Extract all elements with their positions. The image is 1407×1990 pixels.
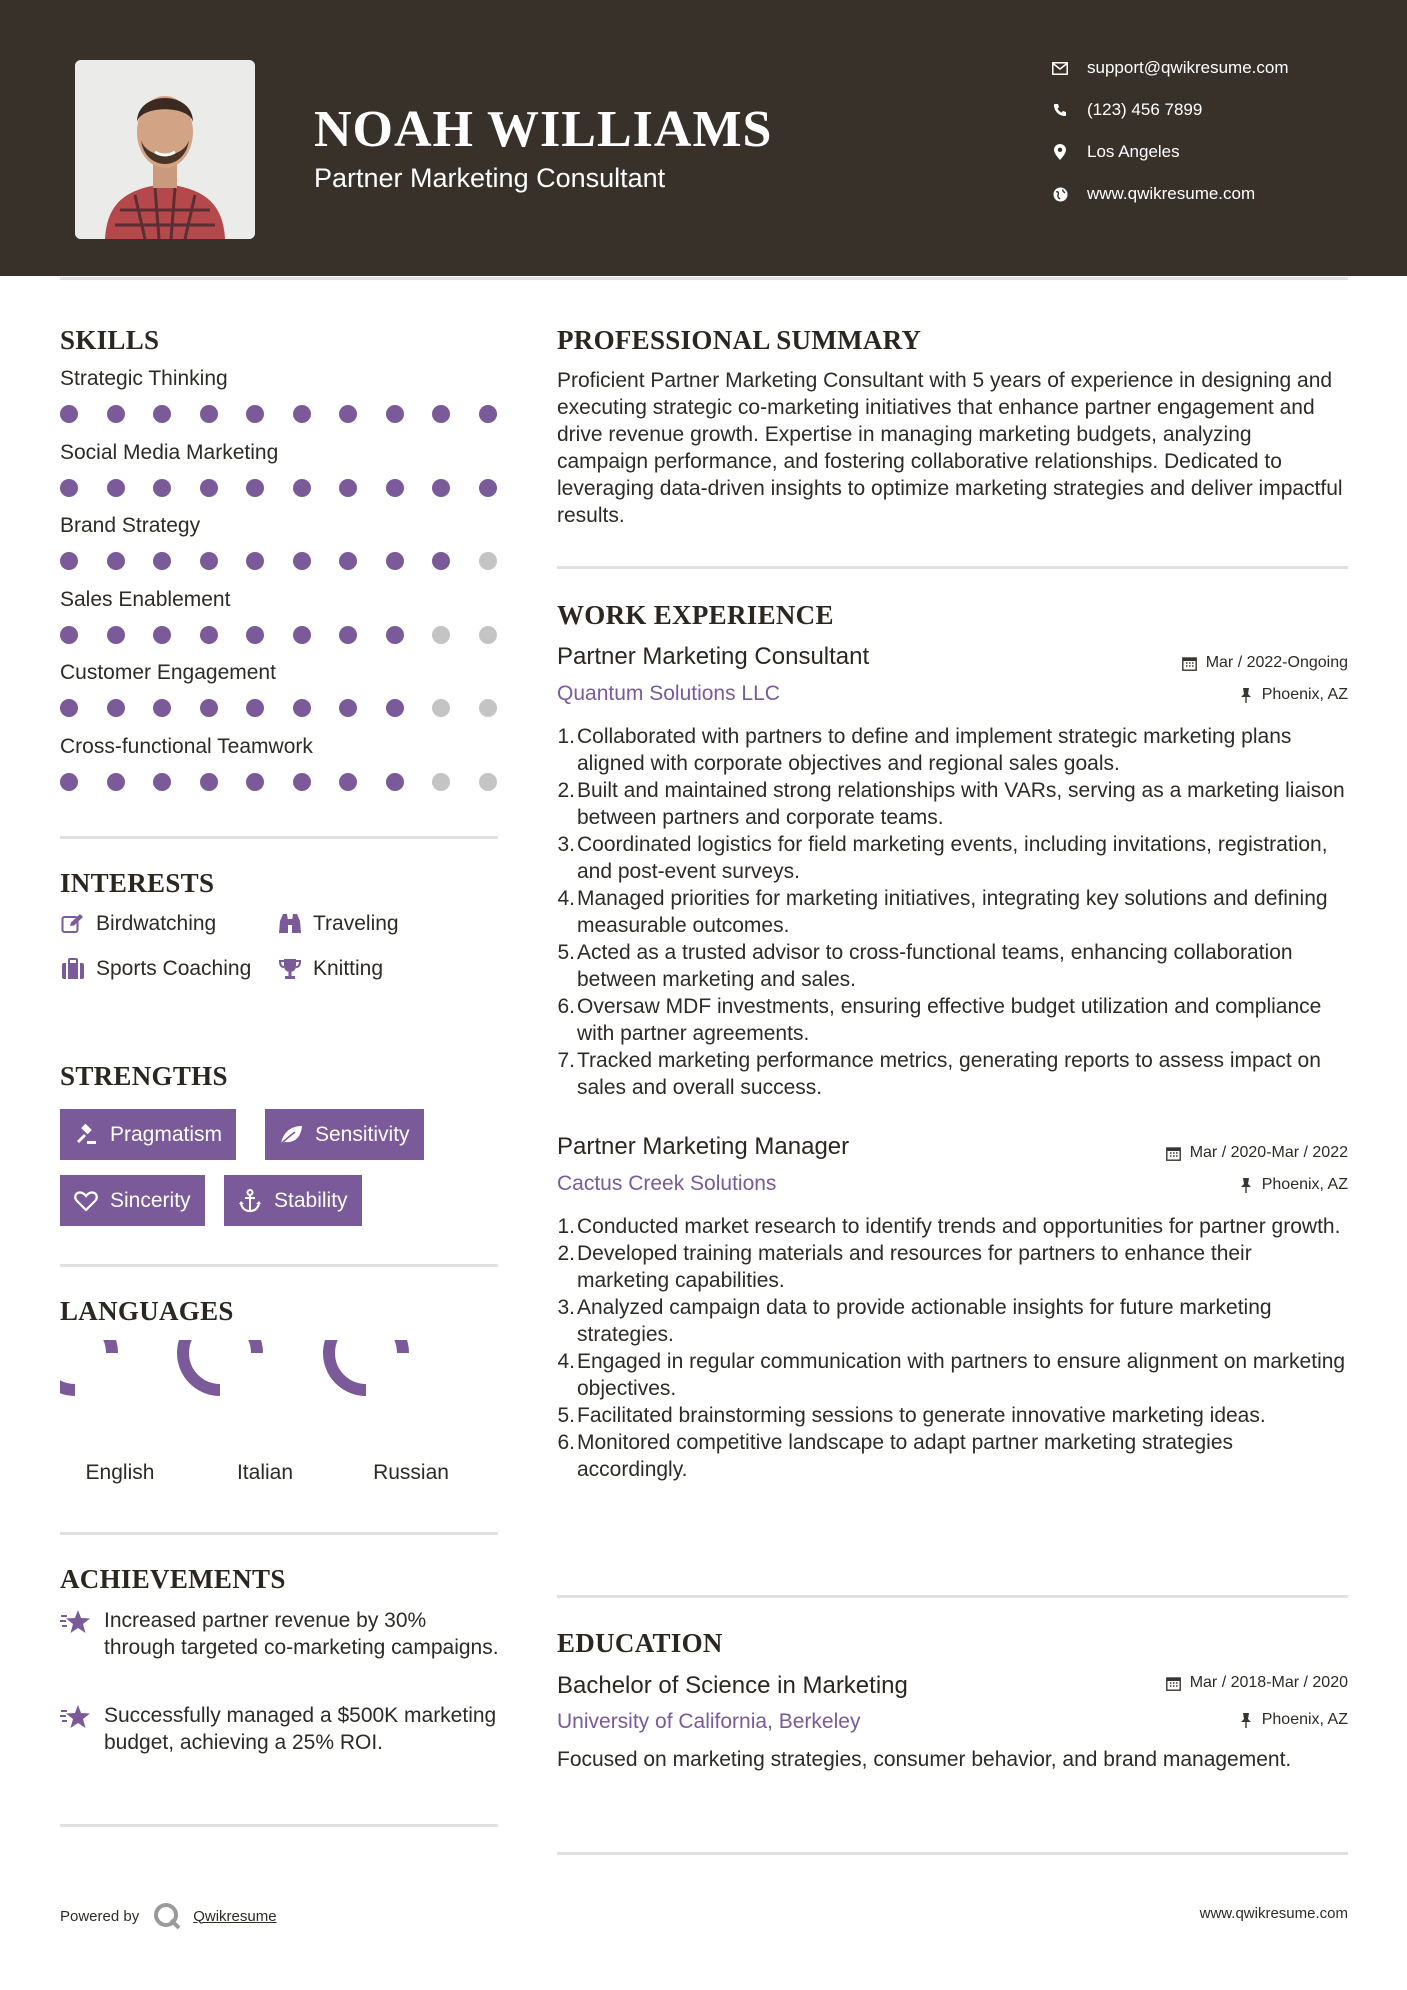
responsibility-item [557, 1047, 1347, 1101]
footer-url[interactable]: www.qwikresume.com [1199, 1905, 1348, 1922]
rating-dot-empty [479, 626, 497, 644]
responsibility-text: Conducted market research to identify trends and opportunities for partner growth. [577, 1215, 1341, 1238]
rating-dot-filled [293, 699, 311, 717]
rating-dot-filled [107, 552, 125, 570]
rating-dot-filled [293, 626, 311, 644]
rating-dot-empty [432, 773, 450, 791]
skill-rating [60, 552, 500, 570]
rating-dot-filled [432, 405, 450, 423]
job-title: Partner Marketing Manager [557, 1133, 850, 1160]
skill-rating [60, 773, 500, 791]
rating-dot-filled [60, 405, 78, 423]
skill-label: Sales Enablement [60, 587, 231, 611]
strength-label: Stability [274, 1188, 348, 1212]
qwikresume-logo-icon [153, 1902, 181, 1930]
location-pin-icon [1050, 142, 1070, 162]
language-label: Russian [373, 1461, 449, 1484]
rating-dot-filled [153, 552, 171, 570]
rating-dot-empty [479, 699, 497, 717]
responsibility-text: Analyzed campaign data to provide actionable insights for future marketing strategies. [577, 1296, 1272, 1346]
job-responsibilities [557, 1213, 1347, 1483]
candidate-name: NOAH WILLIAMS [314, 101, 773, 158]
responsibility-item [557, 1348, 1347, 1402]
responsibility-text: Managed priorities for marketing initiatives, integrating key solutions and defining measurable outcomes. [577, 887, 1328, 937]
rating-dot-filled [293, 405, 311, 423]
contact-phone[interactable] [1050, 100, 1202, 120]
calendar-icon [1166, 1145, 1182, 1161]
rating-dot-filled [107, 699, 125, 717]
rating-dot-filled [339, 626, 357, 644]
skill-label: Customer Engagement [60, 661, 276, 684]
profile-photo [75, 60, 255, 239]
rating-dot-filled [246, 773, 264, 791]
rating-dot-filled [339, 552, 357, 570]
education-location [1238, 1711, 1348, 1729]
rating-dot-filled [339, 699, 357, 717]
language-rings [60, 1340, 500, 1440]
strength-tag [60, 1109, 236, 1160]
contact-email[interactable] [1050, 58, 1289, 78]
briefcase-icon [60, 957, 86, 981]
contact-location-text: Los Angeles [1087, 142, 1180, 161]
strengths-heading: STRENGTHS [60, 1061, 228, 1091]
responsibility-item [557, 993, 1347, 1047]
rating-dot-filled [60, 552, 78, 570]
skills-divider [60, 836, 498, 839]
job-location-text: Phoenix, AZ [1261, 1176, 1348, 1193]
rating-dot-filled [386, 405, 404, 423]
pushpin-icon [1238, 687, 1254, 703]
interest-item [60, 957, 251, 981]
rating-dot-filled [153, 405, 171, 423]
responsibility-text: Monitored competitive landscape to adapt partner marketing strategies accordingly. [577, 1431, 1234, 1481]
education-dates [1166, 1674, 1348, 1692]
rating-dot-filled [60, 626, 78, 644]
responsibility-text: Engaged in regular communication with partners to ensure alignment on marketing objectives. [577, 1350, 1346, 1400]
rating-dot-filled [60, 479, 78, 497]
globe-icon [1050, 184, 1070, 204]
job-location-text: Phoenix, AZ [1261, 686, 1348, 703]
responsibility-item [557, 1213, 1347, 1240]
calendar-icon [1182, 655, 1198, 671]
achievements-heading: ACHIEVEMENTS [60, 1564, 286, 1594]
list-number: 1. [557, 725, 575, 748]
language-proficiency-ring [183, 1340, 257, 1390]
responsibility-item [557, 1240, 1347, 1294]
trophy-icon [277, 957, 303, 981]
contact-email-text: support@qwikresume.com [1087, 58, 1289, 77]
responsibility-item [557, 777, 1347, 831]
responsibility-text: Tracked marketing performance metrics, generating reports to assess impact on sales and overall success. [577, 1049, 1321, 1099]
job-location [1238, 1176, 1348, 1194]
languages-divider [60, 1532, 498, 1535]
responsibility-item [557, 1429, 1347, 1483]
rating-dot-filled [479, 405, 497, 423]
rating-dot-filled [153, 773, 171, 791]
job-title: Partner Marketing Consultant [557, 643, 870, 670]
header-divider [60, 277, 1348, 280]
rating-dot-empty [432, 699, 450, 717]
interest-item [60, 912, 216, 936]
rating-dot-filled [246, 626, 264, 644]
contact-website[interactable] [1050, 184, 1255, 204]
skill-rating [60, 626, 500, 644]
rating-dot-filled [107, 405, 125, 423]
job-responsibilities [557, 723, 1347, 1101]
summary-text: Proficient Partner Marketing Consultant with 5 years of experience in designing and executing strategic co-marketing initiatives that enhance partner engagement and drive revenue growth. Expertise in managing marketing budgets, analyzing campaign performance, and fostering collaborative relationships. Dedicated to leveraging data-driven insights to optimize marketing strategies and deliver impactful results. [557, 369, 1343, 527]
strength-label: Sensitivity [315, 1122, 410, 1146]
responsibility-item [557, 723, 1347, 777]
interest-label: Knitting [313, 957, 384, 980]
responsibility-text: Oversaw MDF investments, ensuring effective budget utilization and compliance with partner agreements. [577, 995, 1322, 1045]
envelope-icon [1050, 58, 1070, 78]
education-dates-text: Mar / 2018-Mar / 2020 [1189, 1674, 1348, 1691]
interest-item [277, 912, 399, 936]
interests-heading: INTERESTS [60, 868, 215, 898]
list-number: 4. [557, 1350, 575, 1373]
skill-label: Social Media Marketing [60, 440, 279, 464]
degree-title: Bachelor of Science in Marketing [557, 1672, 908, 1699]
rating-dot-filled [386, 773, 404, 791]
responsibility-item [557, 1294, 1347, 1348]
rating-dot-filled [246, 405, 264, 423]
interest-item [277, 957, 383, 981]
contact-phone-text: (123) 456 7899 [1087, 100, 1203, 119]
skill-rating [60, 699, 500, 717]
responsibility-text: Facilitated brainstorming sessions to generate innovative marketing ideas. [577, 1404, 1266, 1427]
interest-label: Traveling [313, 912, 399, 935]
contact-location [1050, 142, 1180, 162]
summary-divider [557, 566, 1348, 569]
rating-dot-filled [432, 552, 450, 570]
summary-heading: PROFESSIONAL SUMMARY [557, 325, 922, 355]
experience-divider [557, 1595, 1348, 1598]
rating-dot-filled [200, 405, 218, 423]
job-dates [1166, 1144, 1348, 1162]
rating-dot-filled [339, 479, 357, 497]
responsibility-item [557, 831, 1347, 885]
list-number: 2. [557, 779, 575, 802]
strengths-divider [60, 1264, 498, 1267]
pushpin-icon [1238, 1177, 1254, 1193]
rating-dot-filled [200, 479, 218, 497]
education-divider [557, 1852, 1348, 1855]
resume-header [0, 0, 1407, 276]
leaf-icon [279, 1123, 303, 1147]
rating-dot-filled [293, 552, 311, 570]
rating-dot-filled [200, 699, 218, 717]
job-dates-text: Mar / 2022-Ongoing [1205, 654, 1348, 671]
powered-by-label: Powered by [60, 1907, 140, 1925]
school-name: University of California, Berkeley [557, 1710, 861, 1733]
strength-label: Pragmatism [110, 1122, 223, 1146]
education-heading: EDUCATION [557, 1628, 723, 1658]
rating-dot-filled [153, 699, 171, 717]
calendar-icon [1166, 1675, 1182, 1691]
language-label: English [85, 1461, 155, 1484]
achievement-text: Successfully managed a $500K marketing budget, achieving a 25% ROI. [104, 1704, 497, 1754]
star-icon [60, 1609, 92, 1635]
list-number: 3. [557, 833, 575, 856]
qwikresume-link[interactable]: Qwikresume [193, 1907, 277, 1925]
skill-label: Cross-functional Teamwork [60, 734, 313, 758]
language-proficiency-ring [329, 1340, 403, 1390]
experience-heading: WORK EXPERIENCE [557, 600, 834, 630]
contact-website-text: www.qwikresume.com [1087, 184, 1256, 203]
rating-dot-filled [386, 479, 404, 497]
education-location-text: Phoenix, AZ [1261, 1711, 1348, 1728]
edit-icon [60, 912, 86, 936]
achievement-item [60, 1607, 500, 1661]
rating-dot-filled [60, 699, 78, 717]
rating-dot-filled [246, 479, 264, 497]
education-description: Focused on marketing strategies, consumer behavior, and brand management. [557, 1748, 1292, 1771]
achievement-item [60, 1702, 500, 1756]
responsibility-text: Acted as a trusted advisor to cross-functional teams, enhancing collaboration between marketing and sales. [577, 941, 1293, 991]
rating-dot-filled [200, 552, 218, 570]
job-location [1238, 686, 1348, 704]
skill-rating [60, 479, 500, 497]
achievement-text: Increased partner revenue by 30% through targeted co-marketing campaigns. [104, 1609, 499, 1659]
list-number: 6. [557, 995, 575, 1018]
rating-dot-filled [153, 479, 171, 497]
skill-label: Brand Strategy [60, 514, 201, 537]
rating-dot-empty [479, 773, 497, 791]
responsibility-text: Collaborated with partners to define and implement strategic marketing plans aligned with corporate objectives and regional sales goals. [577, 725, 1292, 775]
responsibility-item [557, 1402, 1347, 1429]
list-number: 5. [557, 941, 575, 964]
company-name: Quantum Solutions LLC [557, 682, 780, 705]
gavel-icon [74, 1123, 98, 1147]
rating-dot-filled [479, 479, 497, 497]
rating-dot-filled [432, 479, 450, 497]
rating-dot-filled [107, 773, 125, 791]
rating-dot-filled [386, 552, 404, 570]
language-label: Italian [236, 1461, 294, 1484]
strength-label: Sincerity [110, 1188, 191, 1212]
strength-tag [224, 1175, 362, 1226]
rating-dot-filled [246, 699, 264, 717]
list-number: 7. [557, 1049, 575, 1072]
skill-label: Strategic Thinking [60, 367, 228, 390]
strength-tag [265, 1109, 424, 1160]
rating-dot-filled [293, 479, 311, 497]
rating-dot-filled [246, 552, 264, 570]
phone-icon [1050, 100, 1070, 120]
star-icon [60, 1704, 92, 1730]
rating-dot-filled [107, 626, 125, 644]
rating-dot-empty [479, 552, 497, 570]
rating-dot-filled [293, 773, 311, 791]
rating-dot-filled [107, 479, 125, 497]
list-number: 6. [557, 1431, 575, 1454]
responsibility-text: Developed training materials and resources for partners to enhance their marketing capabilities. [577, 1242, 1252, 1292]
heart-icon [74, 1189, 98, 1213]
company-name: Cactus Creek Solutions [557, 1172, 777, 1195]
rating-dot-filled [153, 626, 171, 644]
list-number: 1. [557, 1215, 575, 1238]
skills-heading: SKILLS [60, 325, 160, 355]
rating-dot-filled [200, 626, 218, 644]
pushpin-icon [1238, 1712, 1254, 1728]
list-number: 3. [557, 1296, 575, 1319]
interest-label: Birdwatching [96, 912, 217, 935]
languages-heading: LANGUAGES [60, 1296, 234, 1326]
list-number: 4. [557, 887, 575, 910]
job-dates [1182, 654, 1348, 672]
candidate-role: Partner Marketing Consultant [314, 163, 666, 193]
job-dates-text: Mar / 2020-Mar / 2022 [1189, 1144, 1348, 1161]
responsibility-item [557, 885, 1347, 939]
rating-dot-filled [339, 773, 357, 791]
rating-dot-filled [386, 626, 404, 644]
binoculars-icon [277, 912, 303, 936]
responsibility-text: Built and maintained strong relationships with VARs, serving as a marketing liaison between partners and corporate teams. [577, 779, 1345, 829]
responsibility-text: Coordinated logistics for field marketing events, including invitations, registration, and post-event surveys. [577, 833, 1328, 883]
rating-dot-filled [200, 773, 218, 791]
interest-label: Sports Coaching [96, 957, 252, 980]
language-proficiency-ring [60, 1340, 112, 1390]
rating-dot-filled [386, 699, 404, 717]
anchor-icon [238, 1189, 262, 1213]
rating-dot-empty [432, 626, 450, 644]
responsibility-item [557, 939, 1347, 993]
rating-dot-filled [339, 405, 357, 423]
skill-rating [60, 405, 500, 423]
list-number: 5. [557, 1404, 575, 1427]
achievements-divider [60, 1824, 498, 1827]
list-number: 2. [557, 1242, 575, 1265]
rating-dot-filled [60, 773, 78, 791]
strength-tag [60, 1175, 205, 1226]
footer-powered-by [60, 1902, 277, 1930]
